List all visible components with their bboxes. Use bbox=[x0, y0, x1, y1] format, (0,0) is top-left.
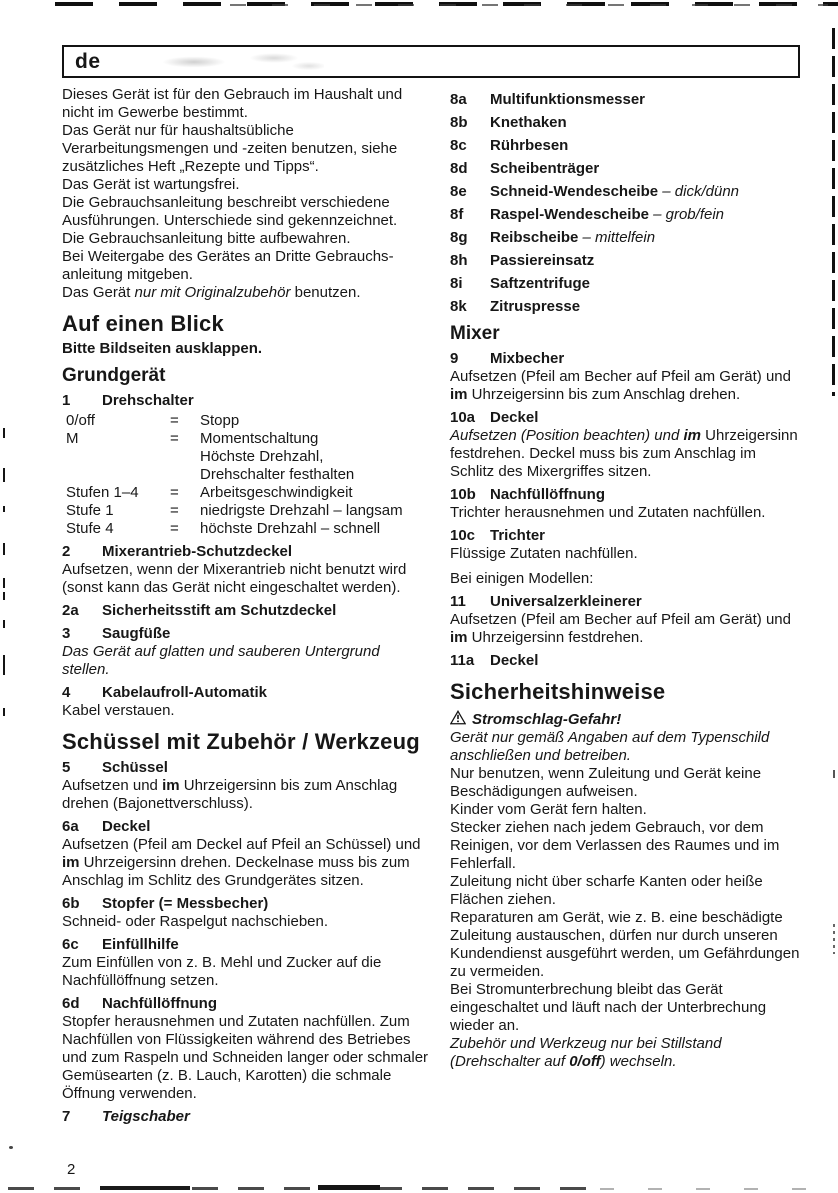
part-label: Deckel bbox=[490, 652, 539, 669]
language-label: de bbox=[75, 50, 101, 73]
scan-artifact-speck bbox=[9, 1146, 13, 1149]
subsection-heading: Mixer bbox=[450, 323, 500, 344]
text-run: Dieses Gerät ist für den Gebrauch im Haushalt und nicht im Gewerbe bestimmt. bbox=[62, 86, 403, 121]
paragraph bbox=[62, 836, 430, 890]
speed-key: Stufen 1–4 bbox=[66, 484, 139, 501]
scan-artifact-top-edge-2 bbox=[230, 4, 828, 6]
part-number: 11a bbox=[450, 652, 475, 669]
paragraph bbox=[450, 1035, 802, 1071]
part-item bbox=[62, 995, 430, 1013]
part-label: Drehschalter bbox=[102, 392, 194, 409]
text-run: im bbox=[162, 777, 180, 794]
part-item bbox=[450, 229, 802, 247]
paragraph bbox=[450, 368, 802, 404]
part-item bbox=[62, 936, 430, 954]
text-run: Das Gerät bbox=[62, 284, 135, 301]
part-label: Teigschaber bbox=[102, 1108, 190, 1125]
speed-value-line: höchste Drehzahl – schnell bbox=[200, 520, 381, 537]
text-run: im bbox=[450, 629, 468, 646]
part-number: 9 bbox=[450, 350, 459, 367]
speed-value-line: Momentschaltung bbox=[200, 430, 319, 447]
text-run: Die Gebrauchsanleitung bitte aufbewahren. bbox=[62, 230, 351, 247]
part-item bbox=[450, 91, 802, 109]
paragraph bbox=[62, 913, 430, 931]
text-run: Zum Einfüllen von z. B. Mehl und Zucker auf die Nachfüllöffnung setzen. bbox=[62, 954, 382, 989]
scan-artifact-left-dash bbox=[3, 592, 5, 600]
part-number: 5 bbox=[62, 759, 71, 776]
text-run: Bei Weitergabe des Gerätes an Dritte Gebrauchsanleitung mitgeben. bbox=[62, 248, 394, 283]
part-label: Raspel-Wendescheibe bbox=[490, 206, 649, 223]
text-run: Aufsetzen, wenn der Mixerantrieb nicht benutzt wird (sonst kann das Gerät nicht eingeschaltet werden). bbox=[62, 561, 407, 596]
paragraph bbox=[62, 248, 430, 284]
part-item bbox=[450, 137, 802, 155]
part-item bbox=[62, 625, 430, 643]
part-number: 6d bbox=[62, 995, 80, 1012]
speed-key: 0/off bbox=[66, 412, 95, 429]
speed-value-line: Drehschalter festhalten bbox=[200, 466, 355, 483]
scan-artifact-left-dash bbox=[3, 655, 5, 675]
part-item bbox=[62, 895, 430, 913]
part-number: 11 bbox=[450, 593, 466, 610]
part-label: Deckel bbox=[102, 818, 151, 835]
part-item bbox=[450, 652, 802, 670]
part-item bbox=[62, 602, 430, 620]
speed-value-line: Stopp bbox=[200, 412, 240, 429]
paragraph bbox=[450, 504, 802, 522]
paragraph bbox=[62, 284, 430, 302]
part-label: Passiereinsatz bbox=[490, 252, 595, 269]
part-label: Scheibenträger bbox=[490, 160, 600, 177]
part-label: Sicherheitsstift am Schutzdeckel bbox=[102, 602, 337, 619]
text-run: Das Gerät ist wartungsfrei. bbox=[62, 176, 240, 193]
text-run: im bbox=[450, 386, 468, 403]
scan-artifact-right-dash bbox=[833, 770, 835, 778]
part-item bbox=[450, 527, 802, 545]
scan-artifact-bottom-edge-2 bbox=[600, 1188, 830, 1190]
speed-value bbox=[200, 412, 430, 430]
equals-sign: = bbox=[170, 520, 179, 537]
speed-key: Stufe 1 bbox=[66, 502, 114, 519]
speed-row bbox=[62, 502, 430, 520]
scan-artifact-left-dash bbox=[3, 506, 5, 512]
language-header-box bbox=[62, 45, 800, 78]
text-run: Aufsetzen (Pfeil am Deckel auf Pfeil an Schüssel) und bbox=[62, 836, 421, 853]
paragraph bbox=[450, 819, 802, 873]
part-variant: – dick/dünn bbox=[658, 183, 739, 200]
text-run: Aufsetzen (Pfeil am Becher auf Pfeil am Gerät) und bbox=[450, 611, 791, 628]
paragraph bbox=[62, 702, 430, 720]
text-run: Uhrzeigersinn festdrehen. Deckel muss bis zum Anschlag im Schlitz des Mixergriffes sitzen. bbox=[450, 427, 798, 480]
part-number: 2 bbox=[62, 543, 71, 560]
part-item bbox=[450, 160, 802, 178]
speed-key: M bbox=[66, 430, 79, 447]
part-number: 8a bbox=[450, 91, 467, 108]
speed-table bbox=[62, 412, 430, 538]
paragraph bbox=[450, 981, 802, 1035]
paragraph bbox=[62, 86, 430, 122]
part-label: Deckel bbox=[490, 409, 539, 426]
speed-value bbox=[200, 484, 430, 502]
text-run: Zuleitung nicht über scharfe Kanten oder heiße Flächen ziehen. bbox=[450, 873, 763, 908]
paragraph bbox=[62, 340, 430, 358]
scan-artifact-bottom-dark bbox=[100, 1186, 190, 1190]
part-number: 8h bbox=[450, 252, 468, 269]
equals-sign: = bbox=[170, 430, 179, 447]
scan-artifact-bottom-edge bbox=[8, 1187, 588, 1190]
text-run: Flüssige Zutaten nachfüllen. bbox=[450, 545, 638, 562]
scan-artifact-bottom-dark bbox=[318, 1185, 380, 1190]
part-item bbox=[450, 114, 802, 132]
text-run: Reparaturen am Gerät, wie z. B. eine beschädigte Zuleitung austauschen, dürfen nur durch unseren Kundendienst ausgeführt werden, um Gefährdungen zu vermeiden. bbox=[450, 909, 800, 980]
text-run: ) wechseln. bbox=[600, 1053, 677, 1070]
speed-row bbox=[62, 430, 430, 484]
part-number: 2a bbox=[62, 602, 79, 619]
text-run: Bei Stromunterbrechung bleibt das Gerät eingeschaltet und läuft nach der Unterbrechung wieder an. bbox=[450, 981, 767, 1034]
part-number: 7 bbox=[62, 1108, 71, 1125]
part-label: Rührbesen bbox=[490, 137, 569, 154]
part-item bbox=[450, 409, 802, 427]
warning-heading bbox=[450, 709, 802, 729]
text-run: Bitte Bildseiten ausklappen. bbox=[62, 340, 263, 357]
warning-triangle-icon bbox=[450, 710, 466, 725]
part-variant: – grob/fein bbox=[648, 206, 725, 223]
part-label: Multifunktionsmesser bbox=[490, 91, 646, 108]
part-label: Stopfer (= Messbecher) bbox=[102, 895, 269, 912]
part-number: 6b bbox=[62, 895, 80, 912]
warning-title: Stromschlag-Gefahr! bbox=[472, 711, 622, 728]
part-number: 1 bbox=[62, 392, 71, 409]
text-run: Trichter herausnehmen und Zutaten nachfüllen. bbox=[450, 504, 766, 521]
part-number: 4 bbox=[62, 684, 71, 701]
paragraph bbox=[450, 570, 802, 588]
equals-sign: = bbox=[170, 412, 179, 429]
scan-artifact-left-dash bbox=[3, 578, 5, 588]
speed-value-line: Arbeitsgeschwindigkeit bbox=[200, 484, 353, 501]
part-label: Mixbecher bbox=[490, 350, 565, 367]
text-run: Aufsetzen und bbox=[62, 777, 163, 794]
speed-row bbox=[62, 520, 430, 538]
part-number: 8g bbox=[450, 229, 468, 246]
text-run: Stecker ziehen nach jedem Gebrauch, vor dem Reinigen, vor dem Verlassen des Raumes und im Fehlerfall. bbox=[450, 819, 780, 872]
part-label: Zitruspresse bbox=[490, 298, 581, 315]
scan-artifact-left-dash bbox=[3, 708, 5, 716]
text-run: Uhrzeigersinn bis zum Anschlag drehen. bbox=[467, 386, 741, 403]
part-number: 8k bbox=[450, 298, 467, 315]
paragraph bbox=[62, 777, 430, 813]
scan-smudge bbox=[124, 50, 324, 72]
text-run: Das Gerät nur für haushaltsübliche Verarbeitungsmengen und -zeiten benutzen, siehe zusätzliches Heft „Rezepte und Tipps“. bbox=[62, 122, 398, 175]
paragraph bbox=[62, 230, 430, 248]
section-heading: Auf einen Blick bbox=[62, 311, 224, 336]
equals-sign: = bbox=[170, 484, 179, 501]
scan-artifact-left-dash bbox=[3, 468, 5, 482]
scan-artifact-left-dash bbox=[3, 543, 5, 555]
speed-value bbox=[200, 520, 430, 538]
subsection-heading: Grundgerät bbox=[62, 365, 166, 386]
part-item bbox=[450, 350, 802, 368]
text-run: Uhrzeigersinn drehen. Deckelnase muss bis zum Anschlag im Schlitz des Grundgerätes sitzen. bbox=[62, 854, 410, 889]
paragraph bbox=[450, 909, 802, 981]
text-run: im bbox=[62, 854, 80, 871]
part-number: 10a bbox=[450, 409, 476, 426]
part-item bbox=[450, 206, 802, 224]
section-heading: Sicherheitshinweise bbox=[450, 679, 666, 704]
part-label: Trichter bbox=[490, 527, 546, 544]
text-run: benutzen. bbox=[290, 284, 361, 301]
part-item bbox=[450, 298, 802, 316]
text-run: Gerät nur gemäß Angaben auf dem Typenschild anschließen und betreiben. bbox=[450, 729, 770, 764]
part-item bbox=[62, 759, 430, 777]
paragraph bbox=[62, 194, 430, 230]
speed-value bbox=[200, 502, 430, 520]
page-number: 2 bbox=[67, 1161, 76, 1178]
part-label: Nachfüllöffnung bbox=[102, 995, 217, 1012]
part-item bbox=[62, 684, 430, 702]
paragraph bbox=[450, 765, 802, 801]
paragraph bbox=[62, 643, 430, 679]
part-number: 8c bbox=[450, 137, 467, 154]
paragraph bbox=[450, 427, 802, 481]
scan-artifact-right-dash bbox=[833, 924, 835, 954]
text-run: 0/off bbox=[569, 1053, 601, 1070]
text-run: Kabel verstauen. bbox=[62, 702, 175, 719]
part-label: Universalzerkleinerer bbox=[490, 593, 642, 610]
paragraph bbox=[450, 873, 802, 909]
part-number: 8b bbox=[450, 114, 468, 131]
equals-sign: = bbox=[170, 502, 179, 519]
part-number: 10b bbox=[450, 486, 476, 503]
part-label: Schüssel bbox=[102, 759, 168, 776]
text-run: Nur benutzen, wenn Zuleitung und Gerät keine Beschädigungen aufweisen. bbox=[450, 765, 762, 800]
text-run: Das Gerät auf glatten und sauberen Untergrund stellen. bbox=[62, 643, 380, 678]
paragraph bbox=[450, 545, 802, 563]
paragraph bbox=[450, 801, 802, 819]
paragraph bbox=[62, 954, 430, 990]
part-item bbox=[450, 183, 802, 201]
text-run: nur mit Originalzubehör bbox=[134, 284, 291, 301]
part-label: Einfüllhilfe bbox=[102, 936, 179, 953]
text-run: Schneid- oder Raspelgut nachschieben. bbox=[62, 913, 329, 930]
part-item bbox=[450, 593, 802, 611]
paragraph bbox=[450, 729, 802, 765]
part-number: 6c bbox=[62, 936, 79, 953]
right-column bbox=[450, 86, 802, 1071]
part-label: Nachfüllöffnung bbox=[490, 486, 605, 503]
part-label: Saugfüße bbox=[102, 625, 171, 642]
part-number: 8d bbox=[450, 160, 468, 177]
part-item bbox=[62, 1108, 430, 1126]
part-label: Reibscheibe bbox=[490, 229, 579, 246]
speed-row bbox=[62, 484, 430, 502]
part-label: Kabelaufroll-Automatik bbox=[102, 684, 268, 701]
speed-value-line: Höchste Drehzahl, bbox=[200, 448, 324, 465]
scan-artifact-left-dash bbox=[3, 428, 5, 438]
part-number: 8f bbox=[450, 206, 464, 223]
paragraph bbox=[62, 1013, 430, 1103]
speed-row bbox=[62, 412, 430, 430]
text-run: Bei einigen Modellen: bbox=[450, 570, 594, 587]
text-run: im bbox=[683, 427, 701, 444]
scan-artifact-left-dash bbox=[3, 620, 5, 628]
part-number: 8i bbox=[450, 275, 463, 292]
text-run: Uhrzeigersinn festdrehen. bbox=[467, 629, 644, 646]
part-item bbox=[450, 275, 802, 293]
part-number: 6a bbox=[62, 818, 79, 835]
part-item bbox=[450, 252, 802, 270]
part-label: Saftzentrifuge bbox=[490, 275, 591, 292]
part-item bbox=[62, 543, 430, 561]
paragraph bbox=[62, 122, 430, 176]
part-number: 3 bbox=[62, 625, 71, 642]
part-item bbox=[62, 392, 430, 410]
text-run: Zubehör und Werkzeug nur bei Stillstand (Drehschalter auf bbox=[450, 1035, 722, 1070]
speed-value bbox=[200, 430, 430, 484]
part-item bbox=[450, 486, 802, 504]
speed-value-line: niedrigste Drehzahl – langsam bbox=[200, 502, 403, 519]
text-run: Uhrzeigersinn bis zum Anschlag drehen (Bajonettverschluss). bbox=[62, 777, 398, 812]
text-run: Die Gebrauchsanleitung beschreibt verschiedene Ausführungen. Unterschiede sind gekennzeichnet. bbox=[62, 194, 398, 229]
part-number: 10c bbox=[450, 527, 476, 544]
scan-artifact-right-edge bbox=[832, 28, 835, 396]
paragraph bbox=[62, 561, 430, 597]
section-heading: Schüssel mit Zubehör / Werkzeug bbox=[62, 729, 420, 754]
text-run: Kinder vom Gerät fern halten. bbox=[450, 801, 647, 818]
text-run: Aufsetzen (Pfeil am Becher auf Pfeil am Gerät) und bbox=[450, 368, 791, 385]
part-number: 8e bbox=[450, 183, 467, 200]
left-column bbox=[62, 86, 430, 1126]
text-run: Aufsetzen (Position beachten) und bbox=[450, 427, 684, 444]
part-label: Mixerantrieb-Schutzdeckel bbox=[102, 543, 293, 560]
part-item bbox=[62, 818, 430, 836]
speed-key: Stufe 4 bbox=[66, 520, 114, 537]
text-run: Stopfer herausnehmen und Zutaten nachfüllen. Zum Nachfüllen von Flüssigkeiten während des Betriebes und zum Raspeln und Schneiden langer oder schmaler Gemüsearten (z. B. Lauch, Karotten) die schmale Öffnung verwenden. bbox=[62, 1013, 429, 1102]
paragraph bbox=[62, 176, 430, 194]
part-variant: – mittelfein bbox=[578, 229, 656, 246]
part-label: Knethaken bbox=[490, 114, 567, 131]
part-label: Schneid-Wendescheibe bbox=[490, 183, 659, 200]
paragraph bbox=[450, 611, 802, 647]
